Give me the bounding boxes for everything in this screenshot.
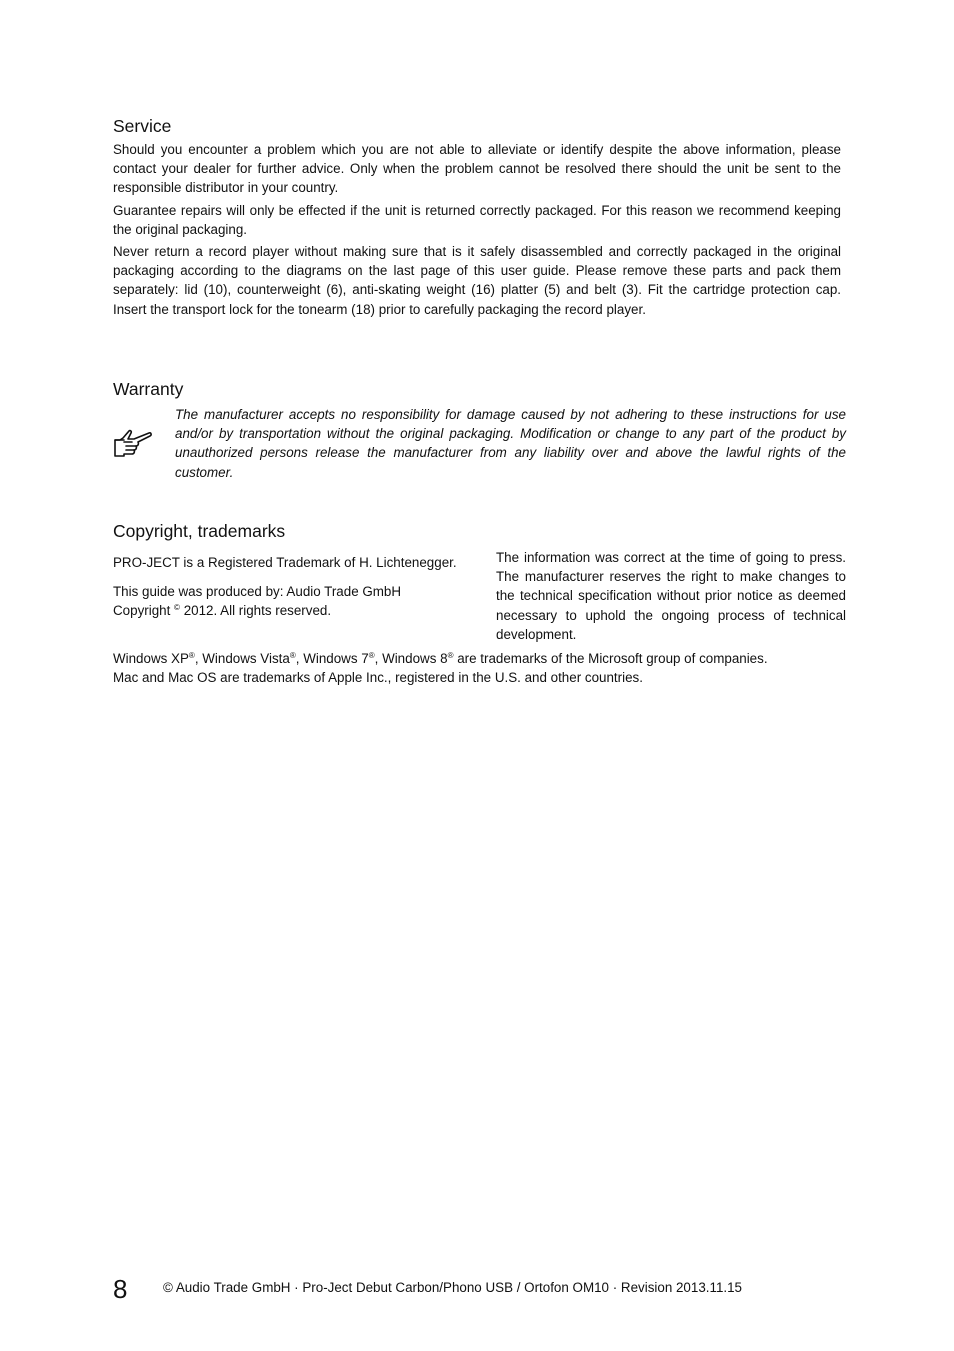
warranty-notice: The manufacturer accepts no responsibility for damage caused by not adhering to these instructions for use and/or by transportation without the original packaging. Modification or change to any part of the product by unauthorized persons release the manufacturer from any liability over and above the lawful rights of the customer. [175,407,846,480]
windows-trademarks-line [113,649,853,668]
windows-vista: Windows Vista [202,651,290,666]
copyright-heading: Copyright, trademarks [113,521,286,541]
windows-tail: are trademarks of the Microsoft group of companies. [453,651,768,666]
registered-mark: ® [447,651,454,660]
registered-mark: ® [289,651,296,660]
page-number: 8 [113,1274,128,1304]
warranty-heading: Warranty [113,379,184,399]
footer-text: © Audio Trade GmbH · Pro-Ject Debut Carbon/Phono USB / Ortofon OM10 · Revision 2013.11.15 [163,1280,743,1295]
windows-8: Windows 8 [382,651,448,666]
service-paragraph-1: Should you encounter a problem which you are not able to alleviate or identify despite the above information, please contact your dealer for further advice. Only when the problem cannot be resolved there should the unit be sent to the responsible distributor in your country. [113,142,841,196]
service-paragraph-3: Never return a record player without making sure that is it safely disassembled and correctly packaged in the original packaging according to the diagrams on the last page of this user guide. Please remove these parts and pack them separately: lid (10), counterweight (6), anti-skating weight (16) platter (5) and belt (3). Fit the cartridge protection cap. Insert the transport lock for the tonearm (18) prior to carefully packaging the record player. [113,244,841,317]
copyright-prefix: Copyright [113,603,171,618]
trademark-line: PRO-JECT is a Registered Trademark of H. Lichtenegger. [113,555,457,570]
service-paragraph-2: Guarantee repairs will only be effected if the unit is returned correctly packaged. For this reason we recommend keeping the original packaging. [113,203,841,238]
copyright-rest: 2012. All rights reserved. [183,603,332,618]
service-heading: Service [113,116,172,136]
produced-by-line: This guide was produced by: Audio Trade GmbH [113,584,402,599]
registered-mark: ® [188,651,195,660]
separator: , [374,651,383,666]
windows-xp: Windows XP [113,651,189,666]
copyright-line [113,601,493,620]
disclaimer-paragraph: The information was correct at the time of going to press. The manufacturer reserves the right to make changes to the technical specification without prior notice as deemed necessary to uphold the ongoing process of technical development. [496,550,846,642]
separator: , [295,651,304,666]
mac-trademarks-line: Mac and Mac OS are trademarks of Apple Inc., registered in the U.S. and other countries. [113,670,643,685]
registered-mark: ® [368,651,375,660]
separator: , [194,651,203,666]
windows-7: Windows 7 [303,651,369,666]
pointing-hand-icon [112,426,154,460]
copyright-symbol: © [174,603,180,612]
